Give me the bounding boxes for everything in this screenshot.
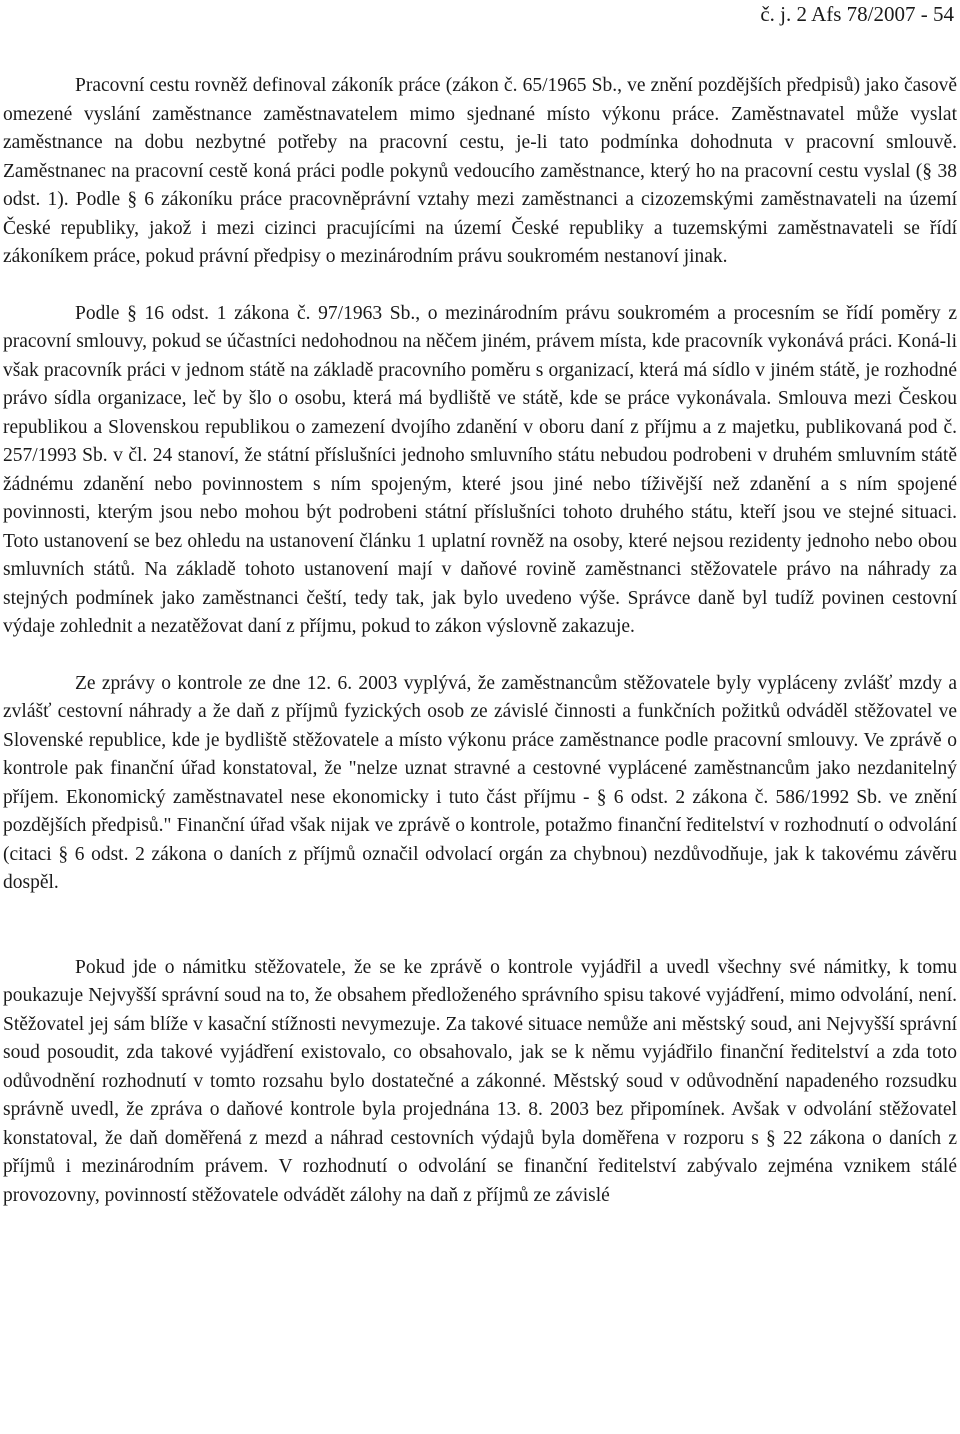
paragraph-objection: Pokud jde o námitku stěžovatele, že se ke zprávě o kontrole vyjádřil a uvedl všechny své námitky, k tomu poukazuje Nejvyšší správní soud na to, že obsahem předloženého správního spisu takové vyjádření, mimo odvolání, není. Stěžovatel jej sám blíže v kasační stížnosti nevymezuje. Za takové situace nemůže ani městský soud, ani Nejvyšší správní soud posoudit, zda takové vyjádření existovalo, co obsahovalo, jak se k němu vyjádřilo finanční ředitelství a zda toto odůvodnění rozhodnutí v tomto rozsahu bylo dostatečné a zákonné. Městský soud v odůvodnění napadeného rozsudku správně uvedl, že zpráva o daňové kontrole byla projednána 13. 8. 2003 bez připomínek. Avšak v odvolání stěžovatel konstatoval, že daň doměřená z mezd a náhrad cestovních výdajů byla doměřena v rozporu s § 22 zákona o daních z příjmů i mezinárodním právem. V rozhodnutí o odvolání se finanční ředitelství zabývalo zejména vznikem stálé provozovny, povinností stěžovatele odvádět zálohy na daň z příjmů ze závislé	[3, 956, 957, 1206]
paragraph-work-trip: Pracovní cestu rovněž definoval zákoník práce (zákon č. 65/1965 Sb., ve znění pozdějších předpisů) jako časově omezené vyslání zaměstnance zaměstnavatelem mimo sjednané místo výkonu práce. Zaměstnavatel může vyslat zaměstnance na dobu nezbytné potřeby na pracovní cestu, je-li tato podmínka dohodnuta v pracovní smlouvě. Zaměstnanec na pracovní cestě koná práci podle pokynů vedoucího zaměstnance, který ho na pracovní cestu vyslal (§ 38 odst. 1). Podle § 6 zákoníku práce pracovněprávní vztahy mezi zaměstnanci a cizozemskými zaměstnavateli na území České republiky, jakož i mezi cizinci pracujícími na území České republiky a tuzemskými zaměstnavateli se řídí zákoníkem práce, pokud právní předpisy o mezinárodním právu soukromém nestanoví jinak.	[3, 75, 957, 267]
document-body	[3, 72, 957, 1210]
paragraph-private-international-law: Podle § 16 odst. 1 zákona č. 97/1963 Sb., o mezinárodním právu soukromém a procesním se řídí poměry z pracovní smlouvy, pokud se účastníci nedohodnou na něčem jiném, právem místa, kde pracovník vykonává práci. Koná-li však pracovník práci v jednom státě na základě pracovního poměru s organizací, která má sídlo v jiném státě, je rozhodné právo sídla organizace, leč by šlo o osobu, která má bydliště ve státě, kde se práce vykonávala. Smlouva mezi Českou republikou a Slovenskou republikou o zamezení dvojího zdanění v oboru daní z příjmu a z majetku, publikovaná pod č. 257/1993 Sb. v čl. 24 stanoví, že státní příslušníci jednoho smluvního státu nebudou podrobeni v druhém smluvním státě žádnému zdanění nebo povinnostem s ním spojeným, které jsou jiné nebo tíživější než zdanění a s ním spojené povinnosti, kterým jsou nebo mohou být podrobeni státní příslušníci tohoto druhého státu, kteří jsou ve stejné situaci. Toto ustanovení se bez ohledu na ustanovení článku 1 uplatní rovněž na osoby, které nejsou rezidenty jednoho nebo obou smluvních států. Na základě tohoto ustanovení mají v daňové rovině zaměstnanci stěžovatele právo na náhrady za stejných podmínek jako zaměstnanci čeští, tedy tak, jak bylo uvedeno výše. Správce daně byl tudíž povinen cestovní výdaje zohlednit a nezatěžovat daní z příjmu, pokud to zákon výslovně zakazuje.	[3, 302, 957, 637]
paragraph-control-report: Ze zprávy o kontrole ze dne 12. 6. 2003 vyplývá, že zaměstnancům stěžovatele byly vypláceny zvlášť mzdy a zvlášť cestovní náhrady a že daň z příjmů fyzických osob ze závislé činnosti a funkčních požitků odváděl stěžovatel ve Slovenské republice, kde je bydliště stěžovatele a místo výkonu práce zaměstnance podle pracovní smlouvy. Ve zprávě o kontrole pak finanční úřad konstatoval, že "nelze uznat stravné a cestovné vyplácené zaměstnancům jako nezdanitelný příjem. Ekonomický zaměstnavatel nese ekonomicky i tuto část příjmu - § 6 odst. 2 zákona č. 586/1992 Sb. ve znění pozdějších předpisů." Finanční úřad však nijak ve zprávě o kontrole, potažmo finanční ředitelství v rozhodnutí o odvolání (citaci § 6 odst. 2 zákona o daních z příjmů označil odvolací orgán za chybnou) nezdůvodňuje, jak k takovému závěru dospěl.	[3, 672, 957, 893]
case-reference: č. j. 2 Afs 78/2007 - 54	[760, 2, 954, 26]
